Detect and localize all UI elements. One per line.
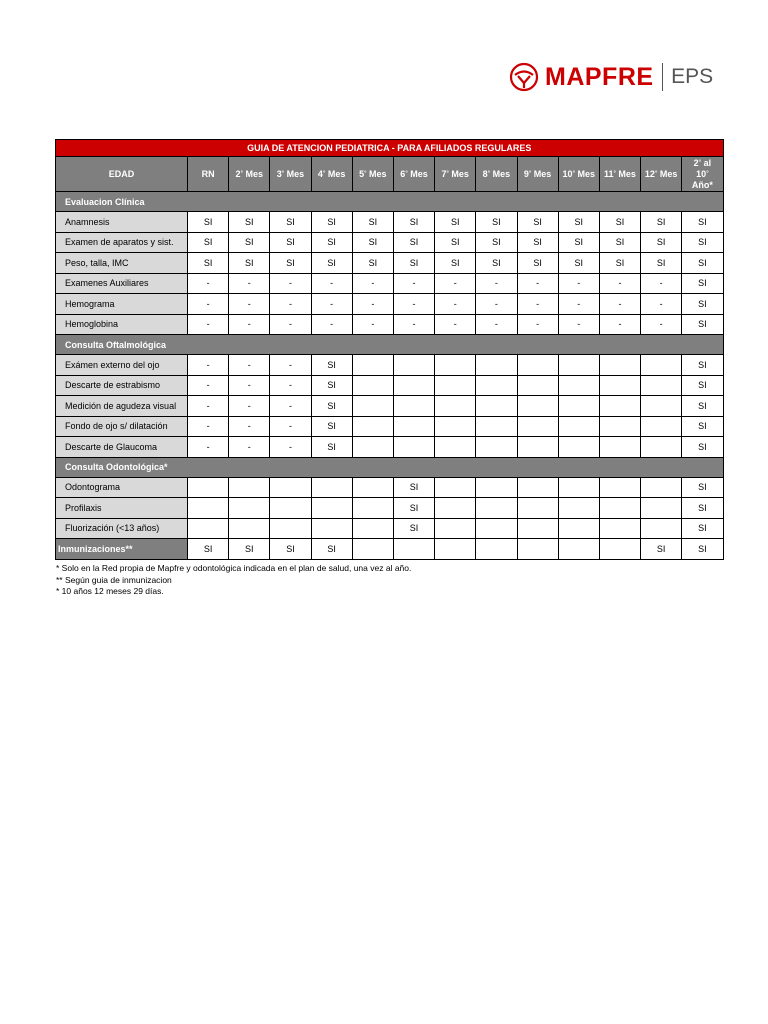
table-cell — [641, 416, 682, 437]
header-col-number: 4 — [317, 168, 323, 179]
table-cell — [641, 355, 682, 376]
header-col-7 — [476, 157, 517, 192]
table-cell: SI — [311, 539, 352, 560]
table-cell — [558, 355, 599, 376]
table-cell: SI — [311, 375, 352, 396]
header-col-text: Mes — [492, 168, 511, 179]
table-cell — [599, 416, 640, 437]
table-row — [56, 273, 724, 294]
table-cell: - — [352, 314, 393, 335]
row-label: Exámen externo del ojo — [56, 355, 188, 376]
table-cell — [599, 355, 640, 376]
table-cell: SI — [270, 232, 311, 253]
table-cell — [435, 477, 476, 498]
table-row — [56, 437, 724, 458]
degree-mark: ° — [487, 170, 491, 177]
table-cell: SI — [476, 253, 517, 274]
table-row — [56, 232, 724, 253]
table-cell: SI — [682, 396, 723, 417]
table-cell: SI — [682, 314, 723, 335]
table-cell — [270, 477, 311, 498]
header-col-8 — [517, 157, 558, 192]
table-cell — [352, 396, 393, 417]
table-cell: SI — [641, 212, 682, 233]
table-cell — [517, 416, 558, 437]
table-cell — [641, 477, 682, 498]
header-last-to: 10 — [696, 168, 707, 179]
table-cell: SI — [517, 212, 558, 233]
table-cell — [476, 477, 517, 498]
table-cell — [517, 539, 558, 560]
row-label: Profilaxis — [56, 498, 188, 519]
header-col-0 — [188, 157, 229, 192]
table-cell — [311, 518, 352, 539]
table-cell: - — [188, 396, 229, 417]
table-cell: - — [599, 294, 640, 315]
table-cell: SI — [435, 253, 476, 274]
header-col-text: Mes — [286, 168, 305, 179]
header-col-number: 8 — [482, 168, 488, 179]
table-cell — [558, 539, 599, 560]
table-row — [56, 498, 724, 519]
row-label: Descarte de estrabismo — [56, 375, 188, 396]
table-cell: - — [270, 396, 311, 417]
table-cell: SI — [641, 232, 682, 253]
table-cell: SI — [682, 355, 723, 376]
header-col-number: 7 — [441, 168, 447, 179]
table-cell — [641, 396, 682, 417]
section-row — [56, 457, 724, 477]
table-cell — [229, 477, 270, 498]
table-cell: SI — [270, 539, 311, 560]
header-col-text: Mes — [618, 168, 636, 179]
table-cell — [270, 498, 311, 519]
section-title: Evaluacion Clínica — [56, 192, 724, 212]
table-cell: - — [229, 375, 270, 396]
table-cell: SI — [229, 212, 270, 233]
table-cell: SI — [682, 375, 723, 396]
table-cell — [558, 518, 599, 539]
table-cell: - — [188, 314, 229, 335]
table-cell: SI — [188, 253, 229, 274]
logo-sub: EPS — [671, 65, 714, 88]
table-cell — [476, 375, 517, 396]
table-cell: SI — [476, 232, 517, 253]
table-cell — [352, 355, 393, 376]
table-cell: SI — [599, 253, 640, 274]
section-row — [56, 335, 724, 355]
table-cell: - — [311, 273, 352, 294]
table-cell: SI — [311, 416, 352, 437]
row-label: Descarte de Glaucoma — [56, 437, 188, 458]
table-cell: - — [641, 294, 682, 315]
table-cell — [393, 355, 434, 376]
pediatric-care-table — [55, 139, 724, 560]
table-cell: - — [599, 314, 640, 335]
table-cell: SI — [188, 232, 229, 253]
header-col-number: 5 — [359, 168, 365, 179]
table-cell — [393, 416, 434, 437]
table-cell: SI — [682, 437, 723, 458]
table-cell: SI — [476, 212, 517, 233]
table-cell — [641, 375, 682, 396]
table-row — [56, 294, 724, 315]
table-cell — [558, 416, 599, 437]
table-cell: SI — [558, 232, 599, 253]
table-cell: - — [517, 314, 558, 335]
table-cell: SI — [393, 498, 434, 519]
table-row — [56, 518, 724, 539]
table-cell: - — [270, 416, 311, 437]
table-cell: - — [229, 273, 270, 294]
header-col-3 — [311, 157, 352, 192]
table-cell: - — [311, 294, 352, 315]
table-cell: SI — [682, 518, 723, 539]
table-cell — [599, 498, 640, 519]
table-cell — [393, 437, 434, 458]
degree-mark: ° — [572, 170, 575, 177]
row-label: Fluorización (<13 años) — [56, 518, 188, 539]
degree-mark: ° — [322, 170, 326, 177]
table-cell: SI — [682, 212, 723, 233]
header-col-6 — [435, 157, 476, 192]
table-cell — [435, 539, 476, 560]
table-cell — [599, 437, 640, 458]
footnotes — [56, 563, 411, 598]
header-last-al: al — [703, 157, 712, 168]
footnote-1: * Solo en la Red propia de Mapfre y odontológica indicada en el plan de salud, una vez al año. — [56, 563, 412, 573]
header-col-text: Mes — [533, 168, 552, 179]
header-last-from: 2 — [693, 157, 699, 168]
table-cell: SI — [229, 253, 270, 274]
logo-brand: MAPFRE — [545, 63, 654, 91]
table-cell — [517, 518, 558, 539]
degree-mark: ° — [528, 170, 532, 177]
table-cell — [435, 355, 476, 376]
table-header-row — [56, 157, 724, 192]
table-cell: - — [188, 375, 229, 396]
table-cell — [599, 375, 640, 396]
section-row — [56, 192, 724, 212]
table-cell: SI — [311, 437, 352, 458]
table-cell — [229, 498, 270, 519]
row-label: Hemoglobina — [56, 314, 188, 335]
degree-mark: ° — [706, 170, 709, 177]
table-cell — [435, 437, 476, 458]
table-cell: SI — [229, 539, 270, 560]
section-title: Consulta Odontológica* — [56, 457, 724, 477]
table-cell — [435, 375, 476, 396]
table-cell: - — [229, 396, 270, 417]
table-cell: - — [558, 273, 599, 294]
header-col-2 — [270, 157, 311, 192]
degree-mark: ° — [698, 159, 702, 166]
table-cell: SI — [311, 253, 352, 274]
table-cell: - — [435, 294, 476, 315]
table-cell — [558, 396, 599, 417]
table-cell — [558, 437, 599, 458]
row-label: Peso, talla, IMC — [56, 253, 188, 274]
table-cell — [311, 498, 352, 519]
table-cell: - — [229, 416, 270, 437]
table-cell — [435, 498, 476, 519]
table-cell: - — [393, 294, 434, 315]
table-cell — [352, 498, 393, 519]
table-row — [56, 539, 724, 560]
table-cell: SI — [682, 232, 723, 253]
table-cell — [352, 477, 393, 498]
degree-mark: ° — [281, 170, 285, 177]
mapfre-eps-logo — [509, 60, 713, 94]
table-cell — [476, 539, 517, 560]
header-col-number: 11 — [603, 168, 614, 179]
row-label: Hemograma — [56, 294, 188, 315]
table-cell — [599, 396, 640, 417]
header-col-text: Mes — [369, 168, 387, 179]
table-cell: SI — [393, 253, 434, 274]
header-col-2-10-years — [682, 157, 723, 192]
table-cell: - — [188, 355, 229, 376]
table-cell: SI — [393, 518, 434, 539]
table-cell: SI — [229, 232, 270, 253]
table-cell — [517, 375, 558, 396]
table-cell — [641, 437, 682, 458]
table-row — [56, 355, 724, 376]
table-cell: SI — [393, 232, 434, 253]
table-cell — [476, 518, 517, 539]
table-cell: - — [641, 273, 682, 294]
table-cell — [188, 518, 229, 539]
table-cell — [352, 518, 393, 539]
table-cell: SI — [311, 396, 352, 417]
header-col-number: 9 — [523, 168, 529, 179]
table-cell — [558, 498, 599, 519]
table-cell: - — [229, 294, 270, 315]
header-col-9 — [558, 157, 599, 192]
header-col-number: 10 — [562, 168, 573, 179]
table-cell — [641, 518, 682, 539]
table-cell — [311, 477, 352, 498]
header-last-unit: Año* — [691, 179, 713, 190]
table-cell: - — [476, 273, 517, 294]
table-row — [56, 396, 724, 417]
table-cell: SI — [311, 232, 352, 253]
table-cell: SI — [188, 539, 229, 560]
table-cell: - — [270, 437, 311, 458]
table-cell: SI — [393, 477, 434, 498]
table-cell — [435, 518, 476, 539]
table-cell — [352, 437, 393, 458]
table-cell — [352, 416, 393, 437]
table-cell — [558, 375, 599, 396]
table-cell — [476, 416, 517, 437]
footnote-2: ** Según guia de inmunizacion — [56, 574, 172, 585]
table-cell — [435, 416, 476, 437]
table-cell: - — [517, 273, 558, 294]
table-cell: SI — [352, 232, 393, 253]
header-col-number: 6 — [400, 168, 406, 179]
table-cell: - — [270, 294, 311, 315]
table-cell: SI — [682, 273, 723, 294]
table-cell — [435, 396, 476, 417]
table-cell: SI — [599, 212, 640, 233]
header-col-text: RN — [201, 168, 215, 179]
table-cell: - — [188, 294, 229, 315]
table-cell — [517, 477, 558, 498]
table-cell: SI — [682, 539, 723, 560]
table-cell: - — [393, 273, 434, 294]
table-cell: SI — [682, 477, 723, 498]
table-row — [56, 314, 724, 335]
table-cell: SI — [435, 212, 476, 233]
table-cell: SI — [352, 253, 393, 274]
table-cell: - — [188, 273, 229, 294]
table-cell — [352, 539, 393, 560]
table-cell: - — [229, 314, 270, 335]
table-cell: - — [476, 314, 517, 335]
table-cell — [517, 396, 558, 417]
table-cell: - — [641, 314, 682, 335]
table-cell: - — [188, 437, 229, 458]
row-label: Medición de agudeza visual — [56, 396, 188, 417]
header-col-4 — [352, 157, 393, 192]
table-cell: SI — [558, 253, 599, 274]
header-col-1 — [229, 157, 270, 192]
table-title-row — [56, 140, 724, 157]
header-col-number: 3 — [276, 168, 282, 179]
table-row — [56, 375, 724, 396]
table-cell — [599, 518, 640, 539]
table-cell: - — [188, 416, 229, 437]
table-cell: SI — [352, 212, 393, 233]
table-cell: SI — [435, 232, 476, 253]
row-label: Examen de aparatos y sist. — [56, 232, 188, 253]
table-cell — [393, 539, 434, 560]
header-col-text: Mes — [659, 168, 678, 179]
table-cell: - — [393, 314, 434, 335]
table-cell: - — [558, 294, 599, 315]
table-cell: SI — [558, 212, 599, 233]
logo-divider — [662, 63, 664, 91]
table-cell — [352, 375, 393, 396]
table-cell: - — [517, 294, 558, 315]
degree-mark: ° — [405, 170, 408, 177]
table-cell: SI — [188, 212, 229, 233]
table-cell — [599, 477, 640, 498]
table-cell: - — [311, 314, 352, 335]
table-cell: - — [270, 375, 311, 396]
header-col-5 — [393, 157, 434, 192]
header-col-number: 2 — [235, 168, 241, 179]
table-cell: - — [270, 355, 311, 376]
table-cell: - — [599, 273, 640, 294]
table-cell: SI — [393, 212, 434, 233]
table-cell: - — [476, 294, 517, 315]
section-title: Consulta Oftalmológica — [56, 335, 724, 355]
table-title: GUIA DE ATENCION PEDIATRICA - PARA AFILIADOS REGULARES — [56, 140, 724, 157]
table-cell — [476, 437, 517, 458]
table-cell — [188, 477, 229, 498]
table-cell: SI — [682, 416, 723, 437]
table-cell — [476, 396, 517, 417]
table-cell — [517, 437, 558, 458]
table-cell: SI — [641, 253, 682, 274]
table-cell — [517, 498, 558, 519]
footnote-3: * 10 años 12 meses 29 días. — [56, 586, 164, 596]
table-row — [56, 416, 724, 437]
table-cell: SI — [682, 253, 723, 274]
degree-mark: ° — [364, 170, 367, 177]
table-cell: - — [229, 355, 270, 376]
header-col-text: Mes — [245, 168, 263, 179]
table-cell — [393, 396, 434, 417]
table-row — [56, 477, 724, 498]
table-cell: - — [270, 273, 311, 294]
row-label: Fondo de ojo s/ dilatación — [56, 416, 188, 437]
table-row — [56, 212, 724, 233]
table-cell — [393, 375, 434, 396]
table-cell: SI — [311, 355, 352, 376]
table-cell: SI — [682, 498, 723, 519]
table-cell: - — [558, 314, 599, 335]
header-col-text: Mes — [327, 168, 346, 179]
table-cell: SI — [599, 232, 640, 253]
row-label: Examenes Auxiliares — [56, 273, 188, 294]
table-cell: SI — [270, 253, 311, 274]
row-label: Anamnesis — [56, 212, 188, 233]
row-label: Odontograma — [56, 477, 188, 498]
table-cell: SI — [682, 294, 723, 315]
header-col-text: Mes — [451, 168, 469, 179]
table-cell: SI — [270, 212, 311, 233]
table-cell — [476, 498, 517, 519]
table-cell: - — [435, 314, 476, 335]
table-cell: SI — [641, 539, 682, 560]
header-col-number: 12 — [644, 168, 655, 179]
table-cell — [188, 498, 229, 519]
table-cell — [599, 539, 640, 560]
table-cell — [229, 518, 270, 539]
header-edad: EDAD — [56, 157, 188, 192]
table-cell: - — [229, 437, 270, 458]
table-cell: SI — [311, 212, 352, 233]
row-label: Inmunizaciones** — [56, 539, 188, 560]
header-col-text: Mes — [577, 168, 595, 179]
table-cell — [558, 477, 599, 498]
header-col-text: Mes — [410, 168, 428, 179]
table-cell — [641, 498, 682, 519]
table-cell: - — [352, 273, 393, 294]
table-cell — [517, 355, 558, 376]
table-cell: SI — [517, 253, 558, 274]
table-cell — [476, 355, 517, 376]
table-cell: - — [352, 294, 393, 315]
table-row — [56, 253, 724, 274]
table-cell — [270, 518, 311, 539]
header-col-10 — [599, 157, 640, 192]
degree-mark: ° — [613, 170, 616, 177]
degree-mark: ° — [240, 170, 243, 177]
table-cell: - — [435, 273, 476, 294]
degree-mark: ° — [654, 170, 658, 177]
table-cell: SI — [517, 232, 558, 253]
table-cell: - — [270, 314, 311, 335]
mapfre-emblem-icon — [509, 62, 539, 92]
degree-mark: ° — [446, 170, 449, 177]
header-col-11 — [641, 157, 682, 192]
